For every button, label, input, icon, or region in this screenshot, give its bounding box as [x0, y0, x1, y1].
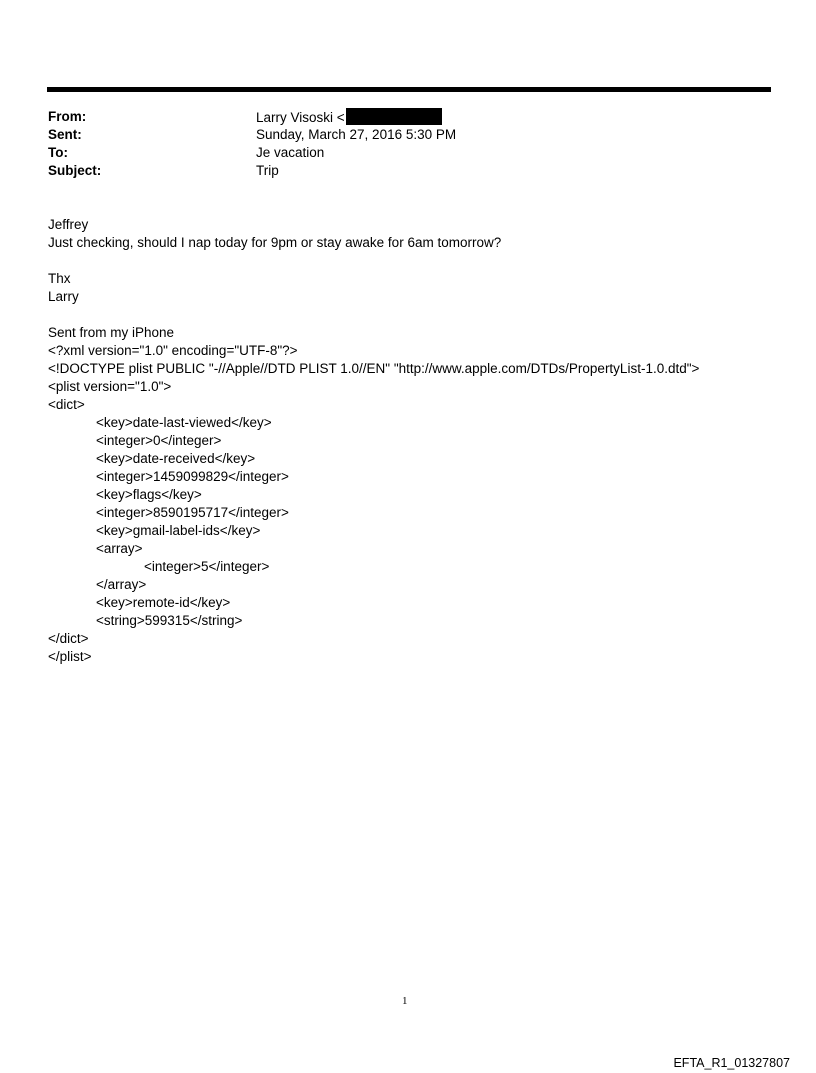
- from-row: [48, 108, 748, 126]
- greeting: Jeffrey: [48, 217, 89, 232]
- sent-value: Sunday, March 27, 2016 5:30 PM: [256, 127, 457, 142]
- from-value: Larry Visoski <: [256, 110, 345, 125]
- redaction-box: [346, 108, 442, 125]
- document-id: EFTA_R1_01327807: [673, 1056, 790, 1070]
- spacer: [48, 252, 778, 270]
- subject-label: Subject:: [48, 163, 102, 178]
- from-label: From:: [48, 109, 87, 124]
- plist-line: <key>date-last-viewed</key>: [96, 415, 272, 430]
- plist-line: <key>date-received</key>: [96, 451, 256, 466]
- plist-line: <integer>1459099829</integer>: [96, 469, 289, 484]
- from-value-wrap: [256, 108, 442, 127]
- plist-line: <integer>5</integer>: [144, 559, 270, 574]
- email-header: [48, 108, 748, 180]
- plist-line: <key>gmail-label-ids</key>: [96, 523, 261, 538]
- plist-line: </dict>: [48, 631, 89, 646]
- plist-line: <array>: [96, 541, 143, 556]
- page-number: 1: [402, 995, 408, 1007]
- email-body: [48, 216, 778, 666]
- plist-line: </plist>: [48, 649, 92, 664]
- subject-row: [48, 162, 748, 180]
- plist-line: <key>flags</key>: [96, 487, 202, 502]
- sent-row: [48, 126, 748, 144]
- subject-value: Trip: [256, 163, 279, 178]
- to-value: Je vacation: [256, 145, 325, 160]
- plist-line: <integer>0</integer>: [96, 433, 222, 448]
- plist-line: <plist version="1.0">: [48, 379, 172, 394]
- to-row: [48, 144, 748, 162]
- sent-from-footer: Sent from my iPhone: [48, 325, 175, 340]
- sent-label: Sent:: [48, 127, 82, 142]
- signoff: Thx: [48, 271, 71, 286]
- header-rule: [47, 87, 771, 92]
- plist-line: <key>remote-id</key>: [96, 595, 231, 610]
- plist-line: </array>: [96, 577, 147, 592]
- plist-line: <?xml version="1.0" encoding="UTF-8"?>: [48, 343, 298, 358]
- signature: Larry: [48, 289, 79, 304]
- plist-line: <integer>8590195717</integer>: [96, 505, 289, 520]
- plist-block: [48, 342, 778, 666]
- plist-line: <!DOCTYPE plist PUBLIC "-//Apple//DTD PLIST 1.0//EN" "http://www.apple.com/DTDs/PropertyList-1.0.dtd">: [48, 361, 700, 376]
- message-text: Just checking, should I nap today for 9pm or stay awake for 6am tomorrow?: [48, 235, 502, 250]
- plist-line: <string>599315</string>: [96, 613, 243, 628]
- spacer: [48, 306, 778, 324]
- to-label: To:: [48, 145, 68, 160]
- plist-line: <dict>: [48, 397, 85, 412]
